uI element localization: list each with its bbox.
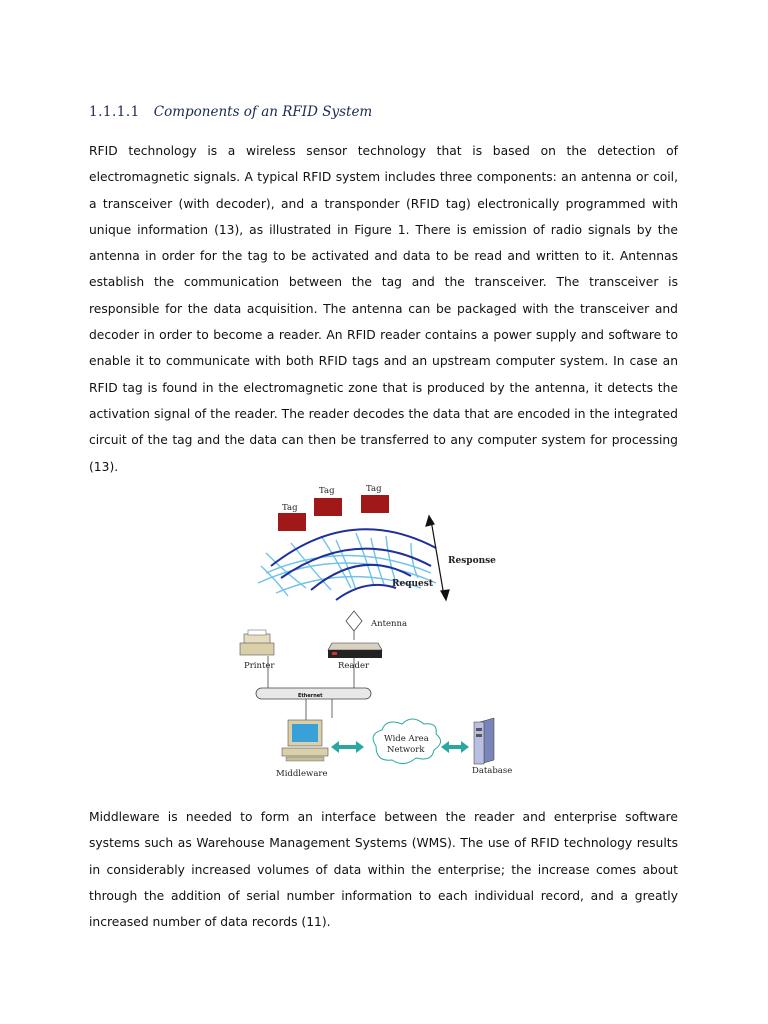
- section-number: 1.1.1.1: [89, 104, 140, 120]
- tag-label-2: Tag: [319, 486, 335, 496]
- rfid-system-figure: [236, 478, 513, 783]
- middleware-computer-icon: [282, 720, 328, 761]
- body-paragraph-2: Middleware is needed to form an interface between the reader and enterprise software systems such as Warehouse Management Systems (WMS). The use of RFID technology results in considerably increased volumes of data within the enterprise; the increase comes about through the addition of serial number information to each individual record, and a greatly increased number of data records (11).: [89, 810, 678, 930]
- printer-icon: [240, 630, 274, 655]
- printer-label: Printer: [244, 661, 275, 671]
- ethernet-label: Ethernet: [298, 693, 323, 699]
- rfid-tag-3: [361, 495, 389, 513]
- antenna-label: Antenna: [371, 619, 408, 629]
- tag-label-3: Tag: [366, 484, 382, 494]
- rfid-tag-2: [314, 498, 342, 516]
- tag-label-1: Tag: [282, 503, 298, 513]
- middleware-label: Middleware: [276, 769, 328, 779]
- response-label: Response: [448, 556, 496, 566]
- reader-icon: [328, 643, 382, 658]
- section-title: Components of an RFID System: [153, 104, 373, 120]
- database-label: Database: [472, 766, 513, 776]
- body-paragraph-1: RFID technology is a wireless sensor technology that is based on the detection of electromagnetic signals. A typical RFID system includes three components: an antenna or coil, a transceiver (with decoder), and a transponder (RFID tag) electronically programmed with unique information (13), as illustrated in Figure 1. There is emission of radio signals by the antenna in order for the tag to be activated and data to be read and written to it. Antennas establish the communication between the tag and the transceiver. The transceiver is responsible for the data acquisition. The antenna can be packaged with the transceiver and decoder in order to become a reader. An RFID reader contains a power supply and software to enable it to communicate with both RFID tags and an upstream computer system. In case an RFID tag is found in the electromagnetic zone that is produced by the antenna, it detects the activation signal of the reader. The reader decodes the data that are encoded in the integrated circuit of the tag and the data can then be transferred to any computer system for processing (13).: [89, 144, 678, 474]
- wan-label-line1: Wide Area: [384, 734, 429, 744]
- request-label: Request: [392, 579, 433, 589]
- rfid-tag-1: [278, 513, 306, 531]
- wan-database-arrow: [441, 741, 469, 753]
- middleware-wan-arrow: [331, 741, 364, 753]
- rfid-diagram: [236, 478, 513, 783]
- antenna-icon: [346, 611, 362, 631]
- database-server-icon: [474, 718, 494, 764]
- signal-waves-dark: [271, 529, 436, 600]
- section-heading: [89, 104, 372, 120]
- reader-label: Reader: [338, 661, 370, 671]
- wan-label-line2: Network: [387, 745, 425, 755]
